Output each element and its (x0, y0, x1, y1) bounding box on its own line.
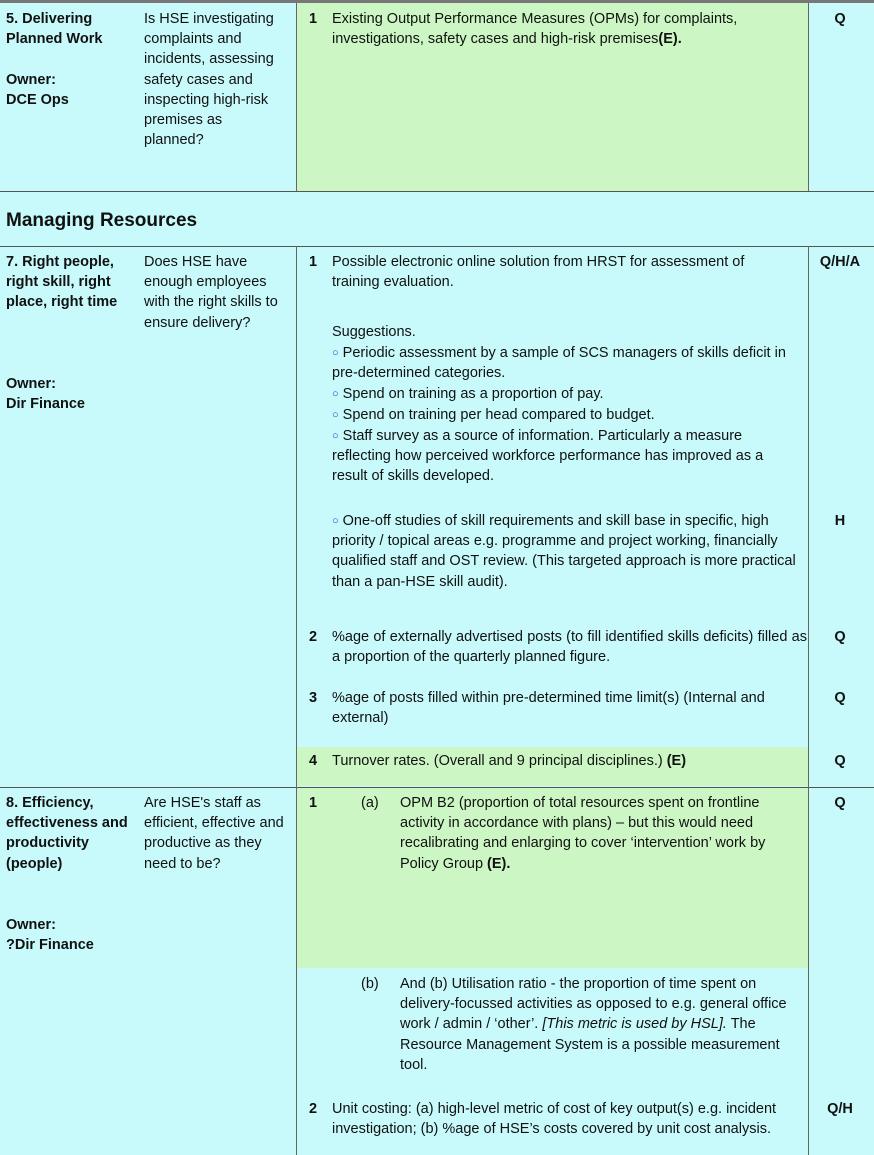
column-divider (296, 246, 297, 1155)
suggestion-item: ○ Periodic assessment by a sample of SCS managers of skills deficit in pre-determined categories. (332, 345, 786, 382)
row5-area: 5. Delivering Planned Work (6, 11, 103, 48)
row7-question: Does HSE have enough employees with the right skills to ensure delivery? (144, 254, 278, 331)
row8-m1a-text: OPM B2 (proportion of total resources spent on frontline activity in accordance with plans) – but this would need recalibrating and enlarging to cover ‘intervention’ work by Policy Group (E). (400, 795, 766, 872)
row8-area: 8. Efficiency, effectiveness and productivity (people) (6, 795, 128, 872)
row7-m3-number: 3 (309, 690, 318, 706)
one-off-studies-item: ○ One-off studies of skill requirements and skill base in specific, high priority / topical areas e.g. programme and project working, financially qualified staff and OST review. (This targeted approach is more practical than a pan-HSE skill audit). (332, 513, 796, 590)
row7-m4-number: 4 (309, 753, 318, 769)
row7-m3-rating: Q (834, 690, 846, 706)
divider (0, 787, 874, 788)
suggestion-item: ○ Staff survey as a source of information. Particularly a measure reflecting how perceived workforce performance has improved as a result of skills developed. (332, 428, 764, 485)
row7-m4-text: Turnover rates. (Overall and 9 principal disciplines.) (E) (332, 753, 687, 769)
row7-m4-rating: Q (834, 753, 846, 769)
section-heading: Managing Resources (6, 210, 198, 231)
row8-m2-text: Unit costing: (a) high-level metric of cost of key output(s) e.g. incident investigation; (b) %age of HSE’s costs covered by unit cost analysis. (332, 1101, 777, 1138)
row7-owner: Dir Finance (6, 396, 85, 412)
suggestion-item: ○ Spend on training as a proportion of pay. (332, 386, 604, 402)
row8-m2-number: 2 (309, 1101, 318, 1117)
one-off-studies-rating: H (834, 513, 846, 529)
bullet-icon: ○ (332, 388, 339, 400)
row7-m3-text: %age of posts filled within pre-determined time limit(s) (Internal and external) (332, 690, 765, 727)
divider (0, 191, 874, 192)
row7-m2-number: 2 (309, 629, 318, 645)
suggestions-label: Suggestions. (332, 324, 416, 340)
bullet-icon: ○ (332, 347, 339, 359)
row8-question: Are HSE's staff as efficient, effective and productive as they need to be? (144, 795, 284, 872)
row8-m1b-label: (b) (361, 976, 379, 992)
column-divider (808, 3, 809, 191)
row8-m1a-label: (a) (361, 795, 379, 811)
column-divider (296, 3, 297, 191)
row8-owner-label: Owner: (6, 917, 56, 933)
row7-m1-number: 1 (309, 254, 318, 270)
divider (0, 246, 874, 247)
bullet-icon: ○ (332, 430, 339, 442)
row8-m1-number: 1 (309, 795, 318, 811)
row8-owner: ?Dir Finance (6, 937, 94, 953)
bullet-icon: ○ (332, 409, 339, 421)
row5-m1-rating: Q (834, 11, 846, 27)
row7-m2-rating: Q (834, 629, 846, 645)
row8-m1b-text: And (b) Utilisation ratio - the proportion of time spent on delivery-focussed activities as opposed to e.g. general office work / admin / ‘other’. [This metric is used by HSL]. The Resource Management System is a possible measurement tool. (400, 976, 787, 1073)
column-divider (808, 246, 809, 1155)
suggestion-item: ○ Spend on training per head compared to budget. (332, 407, 655, 423)
row7-m1-text: Possible electronic online solution from HRST for assessment of training evaluation. (332, 254, 745, 291)
row7-owner-label: Owner: (6, 376, 56, 392)
row5-owner-label: Owner: (6, 72, 56, 88)
bullet-icon: ○ (332, 515, 339, 527)
row5-owner: DCE Ops (6, 92, 69, 108)
top-border (0, 0, 874, 3)
row5-m1-number: 1 (309, 11, 318, 27)
row5-question: Is HSE investigating complaints and incidents, assessing safety cases and inspecting high-risk premises as planned? (144, 11, 274, 149)
row7-m1-rating: Q/H/A (819, 254, 861, 270)
row5-m1-text: Existing Output Performance Measures (OPMs) for complaints, investigations, safety cases and high-risk premises(E). (332, 11, 738, 48)
row8-m2-rating: Q/H (827, 1101, 853, 1117)
row8-m1-rating: Q (834, 795, 846, 811)
row7-area: 7. Right people, right skill, right place, right time (6, 254, 118, 311)
row7-m2-text: %age of externally advertised posts (to fill identified skills deficits) filled as a proportion of the quarterly planned figure. (332, 629, 807, 666)
